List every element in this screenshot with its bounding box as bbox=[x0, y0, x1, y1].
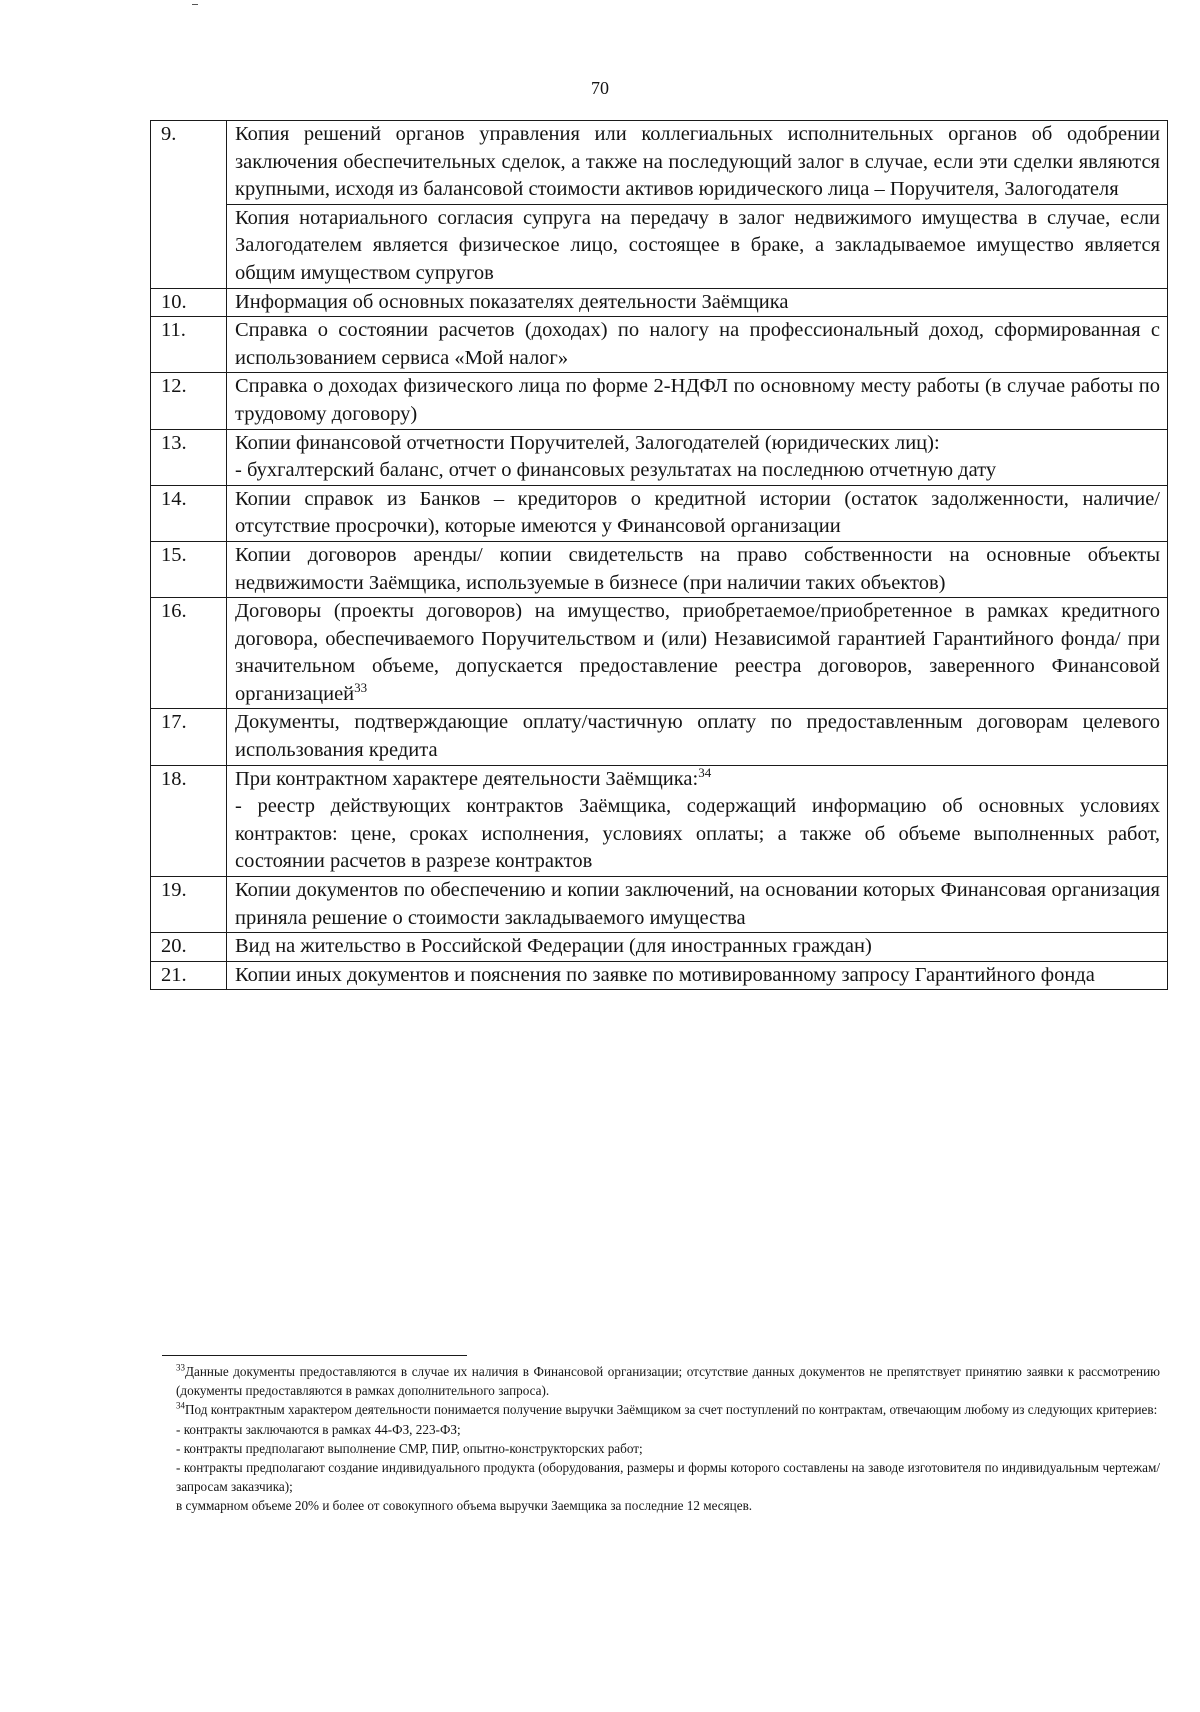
row-number: 16. bbox=[151, 598, 227, 709]
row-text bbox=[227, 709, 1168, 765]
footnotes bbox=[176, 1362, 1160, 1516]
row-number: 13. bbox=[151, 429, 227, 485]
footnote bbox=[176, 1400, 1160, 1419]
footnote bbox=[176, 1458, 1160, 1496]
row-text bbox=[227, 541, 1168, 597]
footnote-ref: 33 bbox=[354, 680, 368, 696]
row-number: 20. bbox=[151, 933, 227, 962]
row-number: 12. bbox=[151, 373, 227, 429]
row-text-line: Справка о состоянии расчетов (доходах) по налогу на профессиональный доход, сформированная с использованием сервиса «Мой налог» bbox=[235, 319, 1160, 369]
row-text bbox=[227, 961, 1168, 990]
row-text-line: Документы, подтверждающие оплату/частичную оплату по предоставленным договорам целевого использования кредита bbox=[235, 711, 1160, 762]
row-text bbox=[227, 877, 1168, 933]
row-text-line: Копия решений органов управления или коллегиальных исполнительных органов об одобрении заключения обеспечительных сделок, а также на последующий залог в случае, если эти сделки являются крупными, исходя из балансовой стоимости активов юридического лица – Поручителя, Залогодателя bbox=[235, 123, 1160, 201]
row-text bbox=[227, 933, 1168, 962]
row-text bbox=[227, 204, 1168, 288]
document-list-table bbox=[150, 120, 1168, 990]
footnote bbox=[176, 1496, 1160, 1515]
row-text bbox=[227, 765, 1168, 876]
row-number: 17. bbox=[151, 709, 227, 765]
row-number: 15. bbox=[151, 541, 227, 597]
table-row bbox=[151, 288, 1168, 317]
row-text-line: Копии справок из Банков – кредиторов о кредитной истории (остаток задолженности, наличие/отсутствие просрочки), которые имеются у Финансовой организации bbox=[235, 487, 1160, 538]
footnote-mark: 34 bbox=[176, 1401, 185, 1412]
table-row bbox=[151, 317, 1168, 373]
row-number: 18. bbox=[151, 765, 227, 876]
table-row bbox=[151, 204, 1168, 288]
table-row bbox=[151, 961, 1168, 990]
row-number: 19. bbox=[151, 877, 227, 933]
row-text-line: При контрактном характере деятельности Заёмщика:$^{34}$ bbox=[235, 764, 712, 790]
row-text-line: Копии иных документов и пояснения по заявке по мотивированному запросу Гарантийного фонда bbox=[235, 963, 1095, 986]
row-text-line: Копия нотариального согласия супруга на передачу в залог недвижимого имущества в случае, если Залогодателем является физическое лицо, состоящее в браке, а закладываемое имущество является общим имуществом супругов bbox=[235, 206, 1160, 284]
table-row bbox=[151, 121, 1168, 205]
row-text-line: - бухгалтерский баланс, отчет о финансовых результатах на последнюю отчетную дату bbox=[235, 459, 997, 482]
row-text-line: Информация об основных показателях деятельности Заёмщика bbox=[235, 290, 789, 313]
row-number: 11. bbox=[151, 317, 227, 373]
row-text-line: Вид на жительство в Российской Федерации (для иностранных граждан) bbox=[235, 935, 872, 958]
row-number: 10. bbox=[151, 288, 227, 317]
footnote-text: Под контрактным характером деятельности понимается получение выручки Заёмщиком за счет поступлений по контрактам, отвечающим любому из следующих критериев: bbox=[185, 1402, 1158, 1418]
footnote-text: - контракты предполагают выполнение СМР, ПИР, опытно-конструкторских работ; bbox=[176, 1440, 643, 1456]
table-row bbox=[151, 598, 1168, 709]
page-number: 70 bbox=[591, 78, 609, 98]
table-row bbox=[151, 765, 1168, 876]
footnote bbox=[176, 1420, 1160, 1439]
scan-mark bbox=[192, 4, 198, 5]
row-text-line: Справка о доходах физического лица по форме 2-НДФЛ по основному месту работы (в случае работы по трудовому договору) bbox=[235, 375, 1160, 425]
table-row bbox=[151, 933, 1168, 962]
row-text bbox=[227, 121, 1168, 205]
row-text-line: Договоры (проекты договоров) на имущество, приобретаемое/приобретенное в рамках кредитного договора, обеспечиваемого Поручительством и (или) Независимой гарантией Гарантийного фонда/ при значительном объеме, допускается предоставление реестра договоров, заверенного Финансовой организацией$^{33}$ bbox=[235, 600, 1160, 705]
table-row bbox=[151, 877, 1168, 933]
table-row bbox=[151, 709, 1168, 765]
row-text bbox=[227, 373, 1168, 429]
row-text bbox=[227, 429, 1168, 485]
table-row bbox=[151, 429, 1168, 485]
footnote-mark: 33 bbox=[176, 1362, 185, 1373]
footnote bbox=[176, 1362, 1160, 1400]
row-text bbox=[227, 288, 1168, 317]
row-number: 9. bbox=[151, 121, 227, 289]
footnote-text: Данные документы предоставляются в случае их наличия в Финансовой организации; отсутствие данных документов не препятствует принятию заявки к рассмотрению (документы предоставляются в рамках дополнительного запроса). bbox=[176, 1364, 1160, 1399]
table-row bbox=[151, 485, 1168, 541]
footnote-text: - контракты заключаются в рамках 44-ФЗ, 223-ФЗ; bbox=[176, 1421, 461, 1437]
row-text bbox=[227, 317, 1168, 373]
footnote-ref: 34 bbox=[698, 764, 712, 780]
table-row bbox=[151, 541, 1168, 597]
row-text-line: Копии документов по обеспечению и копии заключений, на основании которых Финансовая организация приняла решение о стоимости закладываемого имущества bbox=[235, 879, 1160, 929]
row-text bbox=[227, 485, 1168, 541]
table-body bbox=[151, 121, 1168, 990]
row-text bbox=[227, 598, 1168, 709]
row-text-line: - реестр действующих контрактов Заёмщика, содержащий информацию об основных условиях контрактов: цене, сроках исполнения, условиях оплаты; а также об объеме выполненных работ, состоянии расчетов в разрезе контрактов bbox=[235, 795, 1160, 873]
row-number: 14. bbox=[151, 485, 227, 541]
footnote-text: в суммарном объеме 20% и более от совокупного объема выручки Заемщика за последние 12 месяцев. bbox=[176, 1498, 753, 1514]
footnote-text: - контракты предполагают создание индивидуального продукта (оборудования, размеры и формы которого составлены на заводе изготовителя по индивидуальным чертежам/ запросам заказчика); bbox=[176, 1460, 1160, 1495]
footnote-separator bbox=[162, 1355, 467, 1356]
row-number: 21. bbox=[151, 961, 227, 990]
footnote bbox=[176, 1439, 1160, 1458]
row-text-line: Копии договоров аренды/ копии свидетельств на право собственности на основные объекты недвижимости Заёмщика, используемые в бизнесе (при наличии таких объектов) bbox=[235, 543, 1160, 594]
table-row bbox=[151, 373, 1168, 429]
row-text-line: Копии финансовой отчетности Поручителей, Залогодателей (юридических лиц): bbox=[235, 431, 940, 454]
